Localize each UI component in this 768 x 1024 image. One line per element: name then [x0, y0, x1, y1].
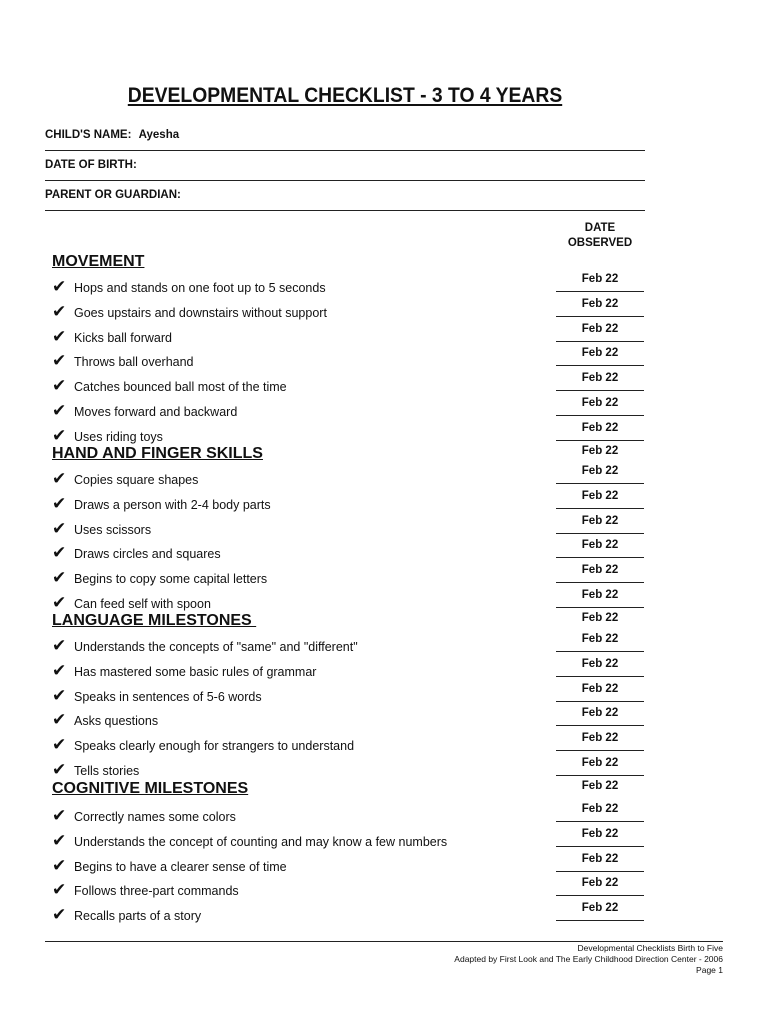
date-observed-value: Feb 22 [556, 563, 644, 583]
checkmark-icon: ✔ [52, 660, 67, 680]
checklist-item [52, 568, 267, 588]
checklist-item-text: Kicks ball forward [74, 330, 172, 345]
checklist-item [52, 494, 271, 514]
checklist-item-text: Throws ball overhand [74, 355, 194, 370]
checkmark-icon: ✔ [52, 593, 67, 612]
footer-page-number: Page 1 [696, 965, 723, 975]
checklist-item [52, 426, 163, 446]
checkmark-icon: ✔ [52, 401, 67, 420]
date-header-line-2: OBSERVED [567, 237, 633, 249]
checklist-item-text: Asks questions [74, 714, 159, 729]
checklist-item [52, 351, 194, 371]
checklist-item-text: Moves forward and backward [74, 405, 238, 419]
checkmark-icon: ✔ [52, 277, 67, 296]
checkmark-icon: ✔ [52, 493, 67, 513]
checkmark-icon: ✔ [52, 326, 67, 346]
checkmark-icon: ✔ [52, 425, 67, 445]
parent-guardian-field [45, 189, 645, 211]
footer-line-1: Developmental Checklists Birth to Five [577, 943, 723, 953]
checklist-item [52, 302, 327, 322]
footer-divider [45, 941, 723, 942]
checklist-item [52, 661, 316, 681]
date-observed-value: Feb 22 [556, 538, 644, 558]
page-title: DEVELOPMENTAL CHECKLIST - 3 TO 4 YEARS [127, 84, 563, 107]
date-observed-value: Feb 22 [556, 876, 644, 896]
checkmark-icon: ✔ [52, 760, 67, 779]
date-of-birth-field [45, 159, 645, 181]
checklist-item [52, 543, 221, 563]
date-observed-value: Feb 22 [556, 464, 644, 484]
date-observed-header [560, 221, 640, 251]
section-title: MOVEMENT [52, 253, 145, 270]
checklist-item-text: Begins to copy some capital letters [74, 572, 268, 587]
checklist-item [52, 401, 237, 421]
checkmark-icon: ✔ [52, 855, 67, 875]
checklist-item [52, 593, 211, 613]
checklist-item-text: Correctly names some colors [74, 810, 236, 824]
checkmark-icon: ✔ [52, 735, 67, 755]
checklist-item [52, 831, 447, 851]
checkmark-icon: ✔ [52, 376, 67, 396]
checklist-item-text: Uses riding toys [74, 429, 163, 444]
checklist-item-text: Draws circles and squares [74, 547, 221, 562]
checkmark-icon: ✔ [52, 806, 67, 825]
checklist-item [52, 806, 236, 826]
checklist-item [52, 760, 139, 780]
date-observed-value: Feb 22 [556, 852, 644, 872]
childs-name-value: Ayesha [138, 129, 180, 141]
checklist-item [52, 519, 151, 539]
checklist-item-text: Understands the concepts of "same" and "different" [74, 640, 358, 654]
date-observed-value: Feb 22 [556, 706, 644, 726]
checklist-item-text: Follows three-part commands [74, 884, 239, 899]
checkmark-icon: ✔ [52, 518, 67, 538]
checklist-item-text: Draws a person with 2-4 body parts [74, 497, 271, 512]
date-observed-value: Feb 22 [556, 514, 644, 534]
date-observed-value: Feb 22 [556, 322, 644, 342]
date-header-line-1: DATE [584, 222, 616, 234]
checkmark-icon: ✔ [52, 880, 67, 900]
checklist-item [52, 469, 198, 489]
date-observed-value: Feb 22 [556, 632, 644, 652]
date-observed-value: Feb 22 [556, 827, 644, 847]
checkmark-icon: ✔ [52, 351, 67, 371]
checkmark-icon: ✔ [52, 830, 67, 850]
date-observed-value: Feb 22 [556, 588, 644, 608]
checklist-item [52, 686, 262, 706]
date-observed-value: Feb 22 [556, 756, 644, 776]
checklist-item-text: Copies square shapes [74, 473, 199, 487]
checklist-item [52, 710, 158, 730]
checklist-item [52, 905, 201, 925]
checkmark-icon: ✔ [52, 710, 67, 730]
checklist-item-text: Speaks clearly enough for strangers to understand [74, 739, 355, 754]
field-label: CHILD'S NAME: [45, 129, 132, 141]
checklist-item [52, 277, 326, 297]
date-observed-value: Feb 22 [556, 489, 644, 509]
checkmark-icon: ✔ [52, 905, 67, 925]
checkmark-icon: ✔ [52, 568, 67, 588]
childs-name-field [45, 129, 645, 151]
date-observed-value: Feb 22 [581, 779, 619, 792]
checklist-item-text: Tells stories [74, 764, 140, 778]
date-observed-value: Feb 22 [556, 802, 644, 822]
date-observed-value: Feb 22 [556, 371, 644, 391]
section-title: LANGUAGE MILESTONES [52, 612, 257, 629]
checklist-item [52, 880, 239, 900]
checkmark-icon: ✔ [52, 636, 67, 655]
date-observed-value: Feb 22 [556, 346, 644, 366]
field-label: PARENT OR GUARDIAN: [45, 189, 181, 201]
checklist-item-text: Understands the concept of counting and may know a few numbers [74, 834, 448, 849]
date-observed-value: Feb 22 [556, 901, 644, 921]
checklist-item-text: Recalls parts of a story [74, 909, 202, 924]
checklist-item-text: Uses scissors [74, 522, 152, 537]
checklist-item [52, 735, 354, 755]
checkmark-icon: ✔ [52, 685, 67, 705]
date-observed-value: Feb 22 [556, 421, 644, 441]
checklist-item [52, 856, 287, 876]
checkmark-icon: ✔ [52, 543, 67, 563]
date-observed-value: Feb 22 [556, 657, 644, 677]
checklist-item-text: Begins to have a clearer sense of time [74, 859, 287, 874]
section-title: HAND AND FINGER SKILLS [52, 445, 263, 462]
date-observed-value: Feb 22 [556, 682, 644, 702]
date-observed-value: Feb 22 [581, 611, 619, 624]
checkmark-icon: ✔ [52, 301, 67, 321]
section-title: COGNITIVE MILESTONES [52, 780, 249, 797]
date-observed-value: Feb 22 [556, 297, 644, 317]
checklist-item [52, 327, 172, 347]
date-observed-value: Feb 22 [581, 444, 619, 457]
date-observed-value: Feb 22 [556, 396, 644, 416]
checklist-item [52, 636, 358, 656]
checklist-item [52, 376, 287, 396]
checklist-item-text: Hops and stands on one foot up to 5 seconds [74, 281, 326, 295]
date-observed-value: Feb 22 [556, 272, 644, 292]
checklist-item-text: Has mastered some basic rules of grammar [74, 664, 317, 679]
date-observed-value: Feb 22 [556, 731, 644, 751]
checklist-item-text: Speaks in sentences of 5-6 words [74, 689, 262, 704]
footer-line-2: Adapted by First Look and The Early Childhood Direction Center - 2006 [454, 954, 723, 964]
field-label: DATE OF BIRTH: [45, 159, 137, 171]
checklist-item-text: Can feed self with spoon [74, 597, 211, 611]
checklist-item-text: Catches bounced ball most of the time [74, 380, 287, 395]
checkmark-icon: ✔ [52, 469, 67, 488]
checklist-item-text: Goes upstairs and downstairs without support [74, 305, 327, 320]
